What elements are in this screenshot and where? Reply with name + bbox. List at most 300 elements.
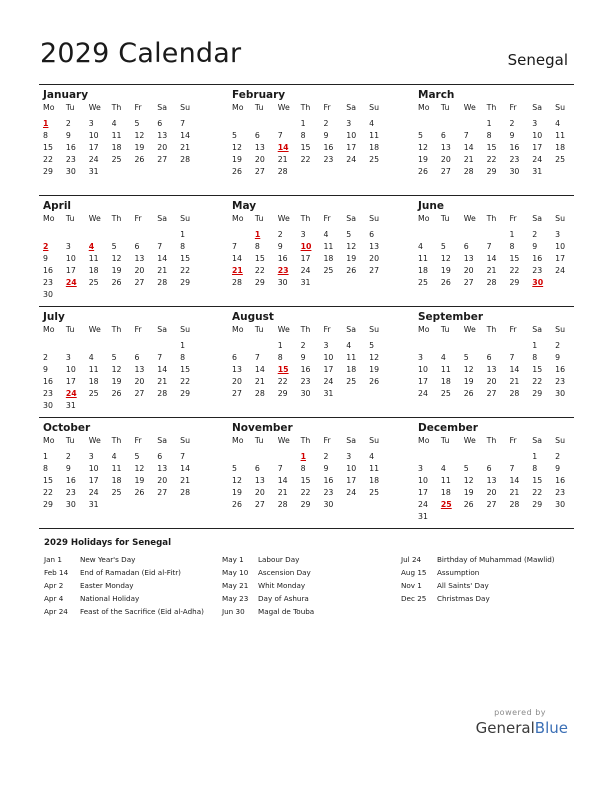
day-cell [319, 166, 342, 178]
day-cell: 7 [509, 353, 515, 362]
day-cell: 8 [180, 242, 186, 251]
day-cell: 7 [509, 464, 515, 473]
day-cell: 7 [157, 242, 163, 251]
day-cell: 5 [134, 452, 140, 461]
day-cell: 12 [418, 143, 428, 152]
day-cell: 2 [555, 452, 561, 461]
day-cell: 6 [486, 464, 492, 473]
holiday-item [44, 553, 204, 566]
weekday-label: Mo [418, 436, 430, 445]
day-cell: 6 [254, 131, 260, 140]
day-cell: 10 [88, 131, 99, 140]
week-row [39, 451, 199, 463]
week-row [414, 130, 574, 142]
holiday-date: May 21 [222, 581, 249, 590]
day-cell: 13 [486, 476, 497, 485]
day-cell [251, 340, 274, 352]
day-cell: 11 [440, 365, 451, 374]
day-cell: 21 [157, 377, 168, 386]
day-cell: 28 [232, 278, 242, 287]
day-cell: 10 [88, 464, 99, 473]
day-cell: 6 [369, 230, 375, 239]
day-cell [85, 289, 108, 301]
day-cell: 24 [418, 500, 428, 509]
week-row [39, 277, 199, 289]
day-cell: 28 [180, 155, 191, 164]
day-cell: 26 [369, 377, 380, 386]
day-cell: 18 [346, 365, 357, 374]
week-row [414, 265, 574, 277]
weekday-label: Sa [157, 214, 168, 223]
holiday-name: Feast of the Sacrifice (Eid al-Adha) [80, 607, 204, 616]
holiday-name: Magal de Touba [258, 607, 315, 616]
day-cell: 8 [43, 131, 48, 140]
holiday-item [44, 566, 204, 579]
day-cell: 28 [277, 167, 288, 176]
day-cell: 5 [232, 131, 237, 140]
holiday-name: New Year's Day [80, 555, 136, 564]
week-row [228, 241, 388, 253]
day-cell: 15 [43, 143, 53, 152]
holiday-day-cell: 24 [65, 278, 77, 287]
weekday-label: Mo [232, 436, 244, 445]
day-cell: 4 [111, 119, 117, 128]
day-cell: 20 [486, 377, 497, 386]
weekday-label: We [88, 103, 101, 112]
week-row [228, 352, 388, 364]
day-cell: 19 [346, 254, 357, 263]
day-cell: 26 [418, 167, 428, 176]
weekday-label: Mo [232, 214, 244, 223]
holiday-name: All Saints' Day [437, 581, 489, 590]
week-row [228, 118, 388, 130]
holiday-date: Aug 15 [401, 568, 427, 577]
day-cell: 5 [463, 464, 469, 473]
month-name: June [418, 200, 444, 212]
day-cell: 20 [134, 377, 145, 386]
day-cell: 24 [555, 266, 566, 275]
quarter-row [39, 195, 574, 306]
day-cell [153, 400, 176, 412]
weekday-label: We [88, 436, 101, 445]
holiday-date: Dec 25 [401, 594, 427, 603]
week-row [414, 229, 574, 241]
day-cell: 1 [180, 341, 186, 350]
month-name: January [43, 89, 89, 101]
weekday-label: Tu [440, 214, 450, 223]
day-cell: 26 [232, 167, 242, 176]
day-cell: 8 [300, 464, 306, 473]
weekday-label: Sa [157, 103, 168, 112]
weekday-label: Th [486, 325, 497, 334]
day-cell: 31 [532, 167, 543, 176]
day-cell: 19 [369, 365, 380, 374]
day-cell: 20 [254, 155, 265, 164]
day-cell: 25 [88, 278, 99, 287]
week-row [228, 229, 388, 241]
holiday-day-cell: 30 [532, 278, 544, 287]
day-cell: 14 [254, 365, 265, 374]
holiday-name: End of Ramadan (Eid al-Fitr) [80, 568, 181, 577]
day-cell: 10 [65, 254, 76, 263]
day-cell: 12 [346, 242, 357, 251]
day-cell: 4 [111, 452, 117, 461]
day-cell: 15 [254, 254, 265, 263]
week-row [39, 241, 199, 253]
day-cell [551, 166, 574, 178]
day-cell: 12 [232, 143, 242, 152]
day-cell: 24 [532, 155, 543, 164]
day-cell: 20 [463, 266, 474, 275]
weekday-label: Fr [134, 325, 142, 334]
day-cell: 27 [440, 167, 451, 176]
day-cell: 30 [65, 500, 76, 509]
day-cell [414, 229, 437, 241]
day-cell: 13 [254, 476, 265, 485]
day-cell [130, 229, 153, 241]
day-cell: 7 [277, 131, 283, 140]
holiday-item [401, 553, 555, 566]
weekday-label: Su [180, 436, 191, 445]
day-cell: 9 [323, 131, 329, 140]
weekday-label: Th [300, 436, 311, 445]
week-row [39, 130, 199, 142]
day-cell: 27 [486, 500, 497, 509]
day-cell [483, 511, 506, 523]
weekday-label: Su [555, 436, 566, 445]
week-row [414, 340, 574, 352]
day-cell: 4 [418, 242, 423, 251]
day-cell: 22 [300, 155, 311, 164]
weekday-label: Su [369, 325, 380, 334]
holiday-date: Apr 4 [44, 594, 64, 603]
weekday-label: Fr [323, 325, 331, 334]
month-block [39, 310, 199, 412]
day-cell [39, 340, 62, 352]
weekday-label: Sa [346, 214, 357, 223]
day-cell: 22 [277, 377, 288, 386]
day-cell: 26 [134, 488, 145, 497]
month-block [414, 199, 574, 289]
day-cell: 29 [277, 389, 288, 398]
day-cell [460, 511, 483, 523]
day-cell: 4 [88, 353, 94, 362]
day-cell [342, 166, 365, 178]
day-cell: 1 [277, 341, 283, 350]
day-cell: 18 [88, 377, 99, 386]
weekday-label: Mo [43, 436, 55, 445]
day-cell: 13 [463, 254, 474, 263]
day-cell: 29 [43, 167, 53, 176]
day-cell: 30 [43, 290, 53, 299]
day-cell [251, 451, 274, 463]
weekday-label: Th [486, 214, 497, 223]
holiday-day-cell: 23 [277, 266, 289, 275]
day-cell [437, 511, 460, 523]
day-cell: 30 [300, 389, 311, 398]
day-cell: 10 [532, 131, 543, 140]
day-cell: 27 [134, 389, 145, 398]
day-cell [85, 229, 108, 241]
day-cell: 13 [134, 365, 145, 374]
week-row [414, 475, 574, 487]
day-cell: 17 [418, 377, 428, 386]
day-cell: 23 [509, 155, 520, 164]
holiday-name: Labour Day [258, 555, 300, 564]
week-row [39, 499, 199, 511]
day-cell: 3 [346, 119, 352, 128]
day-cell: 2 [555, 341, 561, 350]
week-row [39, 487, 199, 499]
quarter-row [39, 306, 574, 417]
day-cell: 13 [486, 365, 497, 374]
weekday-label: Su [555, 103, 566, 112]
day-cell: 14 [509, 365, 520, 374]
day-cell: 12 [111, 254, 122, 263]
week-row [414, 451, 574, 463]
day-cell [176, 400, 199, 412]
day-cell: 3 [555, 230, 561, 239]
day-cell: 11 [88, 365, 99, 374]
weekday-label: Th [300, 103, 311, 112]
holiday-date: Jun 30 [222, 607, 245, 616]
day-cell: 5 [418, 131, 423, 140]
day-cell: 17 [65, 377, 76, 386]
day-cell: 19 [440, 266, 451, 275]
day-cell: 31 [323, 389, 334, 398]
day-cell: 3 [418, 353, 423, 362]
day-cell: 4 [323, 230, 329, 239]
day-cell: 14 [157, 254, 168, 263]
week-row [414, 154, 574, 166]
day-cell: 2 [65, 119, 71, 128]
week-row [39, 289, 199, 301]
week-row [228, 265, 388, 277]
day-cell: 17 [323, 365, 334, 374]
day-cell: 29 [532, 389, 543, 398]
weekday-label: Th [111, 214, 122, 223]
weekday-header [414, 324, 574, 336]
week-row [228, 130, 388, 142]
month-name: July [43, 311, 65, 323]
day-cell: 28 [509, 500, 520, 509]
day-cell: 13 [157, 131, 168, 140]
weekday-label: Sa [346, 436, 357, 445]
holiday-day-cell: 21 [232, 266, 243, 275]
holiday-day-cell: 2 [43, 242, 49, 251]
weekday-header [414, 102, 574, 114]
day-cell: 18 [440, 377, 451, 386]
week-row [228, 376, 388, 388]
day-cell: 14 [232, 254, 242, 263]
day-cell [130, 166, 153, 178]
day-cell: 19 [232, 155, 242, 164]
month-name: April [43, 200, 72, 212]
day-cell: 20 [232, 377, 242, 386]
weekday-header [228, 435, 388, 447]
day-cell: 7 [157, 353, 163, 362]
day-cell: 12 [440, 254, 451, 263]
day-cell: 7 [486, 242, 492, 251]
weekday-label: We [463, 325, 476, 334]
week-row [414, 277, 574, 289]
holiday-item [401, 592, 555, 605]
weekday-label: Su [555, 214, 566, 223]
month-block [228, 199, 388, 289]
weekday-label: Sa [157, 436, 168, 445]
day-cell: 17 [418, 488, 428, 497]
weekday-label: Su [369, 214, 380, 223]
holiday-day-cell: 1 [43, 119, 49, 128]
day-cell: 2 [300, 341, 306, 350]
day-cell: 30 [509, 167, 520, 176]
day-cell: 29 [254, 278, 265, 287]
holiday-date: Feb 14 [44, 568, 69, 577]
day-cell [437, 340, 460, 352]
day-cell: 2 [323, 119, 329, 128]
day-cell: 14 [486, 254, 497, 263]
week-row [228, 154, 388, 166]
holiday-item [401, 566, 555, 579]
week-row [228, 340, 388, 352]
weekday-label: Th [111, 103, 122, 112]
day-cell: 21 [180, 143, 191, 152]
day-cell: 21 [254, 377, 265, 386]
holiday-date: May 10 [222, 568, 249, 577]
day-cell: 20 [369, 254, 380, 263]
day-cell: 18 [418, 266, 428, 275]
day-cell [365, 166, 388, 178]
quarter-row [39, 84, 574, 195]
day-cell [365, 277, 388, 289]
day-cell: 4 [369, 452, 375, 461]
day-cell: 11 [88, 254, 99, 263]
weekday-label: Su [180, 325, 191, 334]
day-cell: 18 [88, 266, 99, 275]
weekday-label: Th [300, 214, 311, 223]
weekday-label: Th [486, 436, 497, 445]
day-cell: 28 [157, 389, 168, 398]
holiday-name: Birthday of Muhammad (Mawlid) [437, 555, 555, 564]
holiday-item [222, 579, 314, 592]
day-cell [342, 499, 365, 511]
day-cell [437, 118, 460, 130]
day-cell: 9 [300, 353, 306, 362]
day-cell [414, 118, 437, 130]
day-cell: 11 [346, 353, 357, 362]
week-row [414, 241, 574, 253]
day-cell: 16 [43, 377, 53, 386]
day-cell: 22 [486, 155, 497, 164]
day-cell: 23 [323, 155, 334, 164]
day-cell: 24 [323, 377, 334, 386]
day-cell: 1 [486, 119, 492, 128]
week-row [414, 499, 574, 511]
day-cell: 22 [180, 266, 191, 275]
months-grid [39, 84, 574, 529]
day-cell: 27 [157, 155, 168, 164]
day-cell: 15 [300, 476, 311, 485]
day-cell [342, 388, 365, 400]
day-cell [551, 277, 574, 289]
day-cell: 4 [369, 119, 375, 128]
day-cell: 3 [346, 452, 352, 461]
holiday-item [222, 605, 314, 618]
weekday-header [39, 213, 199, 225]
weekday-label: Th [111, 436, 122, 445]
day-cell: 23 [532, 266, 543, 275]
day-cell: 5 [369, 341, 375, 350]
weekday-label: Fr [509, 103, 517, 112]
day-cell: 22 [532, 488, 543, 497]
day-cell: 25 [111, 488, 122, 497]
day-cell: 12 [134, 464, 145, 473]
weekday-label: Mo [418, 325, 430, 334]
day-cell: 18 [323, 254, 334, 263]
weekday-label: We [88, 325, 101, 334]
day-cell: 26 [346, 266, 357, 275]
day-cell: 24 [88, 155, 99, 164]
weekday-header [228, 324, 388, 336]
day-cell: 19 [418, 155, 428, 164]
day-cell: 18 [440, 488, 451, 497]
day-cell: 16 [277, 254, 288, 263]
day-cell: 8 [300, 131, 306, 140]
holiday-name: Christmas Day [437, 594, 490, 603]
weekday-label: Fr [509, 325, 517, 334]
week-row [39, 154, 199, 166]
weekday-label: We [463, 103, 476, 112]
week-row [39, 142, 199, 154]
month-block [39, 88, 199, 178]
weekday-label: Th [111, 325, 122, 334]
weekday-label: Fr [134, 214, 142, 223]
day-cell: 1 [532, 452, 538, 461]
weekday-label: Tu [65, 103, 75, 112]
day-cell: 14 [180, 464, 191, 473]
weekday-label: Mo [43, 103, 55, 112]
day-cell [460, 451, 483, 463]
day-cell [176, 499, 199, 511]
day-cell: 31 [300, 278, 311, 287]
day-cell: 1 [180, 230, 186, 239]
week-row [39, 400, 199, 412]
week-row [414, 364, 574, 376]
day-cell: 18 [369, 476, 380, 485]
weekday-label: Tu [440, 103, 450, 112]
day-cell: 15 [509, 254, 520, 263]
day-cell: 18 [369, 143, 380, 152]
day-cell [505, 340, 528, 352]
holiday-day-cell: 10 [300, 242, 312, 251]
day-cell: 22 [509, 266, 520, 275]
week-row [228, 475, 388, 487]
month-name: August [232, 311, 274, 323]
day-cell [130, 400, 153, 412]
day-cell: 5 [232, 464, 237, 473]
day-cell: 13 [134, 254, 145, 263]
day-cell: 3 [88, 452, 94, 461]
day-cell [130, 289, 153, 301]
day-cell: 7 [463, 131, 469, 140]
day-cell: 10 [323, 353, 334, 362]
day-cell: 12 [369, 353, 380, 362]
holiday-item [44, 579, 204, 592]
day-cell: 23 [555, 488, 566, 497]
day-cell: 2 [65, 452, 71, 461]
weekday-label: We [463, 436, 476, 445]
day-cell: 9 [532, 242, 538, 251]
